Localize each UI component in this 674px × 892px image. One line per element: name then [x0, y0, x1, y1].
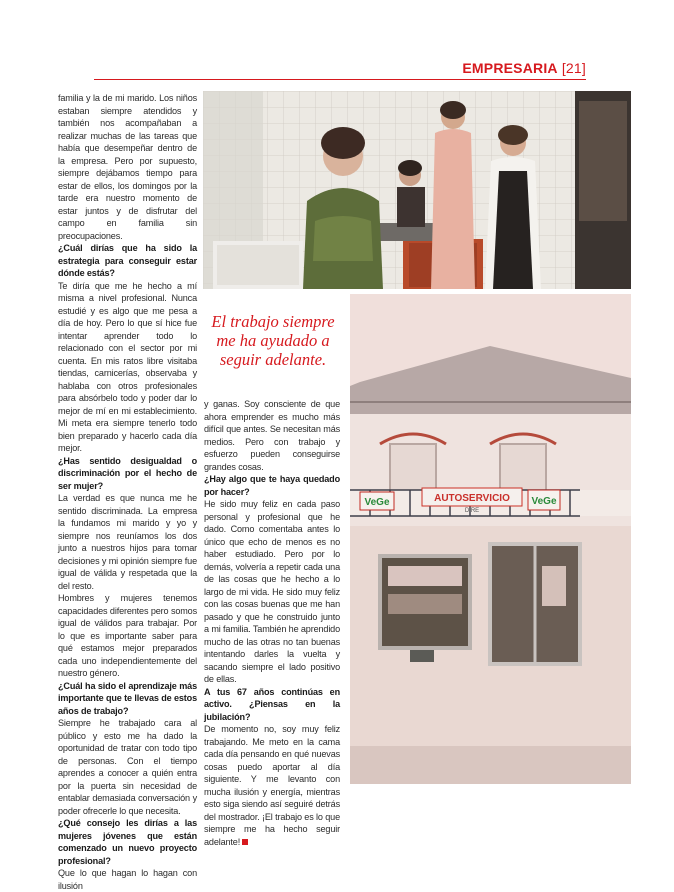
question: A tus 67 años continúas en activo. ¿Piensas en la jubilación? [204, 686, 340, 722]
family-shop-photo [203, 91, 631, 289]
question: ¿Has sentido desigualdad o discriminación por el hecho de ser mujer? [58, 455, 197, 491]
storefront-photo [350, 294, 631, 784]
section-name: EMPRESARIA [462, 60, 558, 76]
end-mark-icon [242, 839, 248, 845]
paragraph: Hombres y mujeres tenemos capacidades diferentes pero somos igual de válidos para trabajar. Por lo que es importante saber para qué estamos mejor preparados cada uno independientemente del nuestro género. [58, 593, 197, 678]
paragraph: Que lo que hagan lo hagan con ilusión [58, 868, 197, 891]
paragraph: La verdad es que nunca me he sentido discriminada. La empresa la fundamos mi marido y yo y siempre nos reuníamos los dos junto a nuestros hijos para tomar decisiones y mi opinión siempre fue igual de válida y respetada que la del resto. [58, 493, 197, 591]
page-number: 21 [565, 60, 582, 76]
closing-text: De momento no, soy muy feliz trabajando. Me meto en la cama cada día pensando en qué nuevas cosas puedo aportar al día siguiente. Y me levanto con mucha ilusión y energía, mientras esto siga siendo así seguiré detrás del mostrador. ¡El trabajo es lo que siempre me ha hecho seguir adelante! [204, 724, 340, 847]
paragraph: y ganas. Soy consciente de que ahora emprender es mucho más difícil que antes. Se necesitan más medios. Pero con trabajo y esfuerzo pueden conseguirse grandes cosas. [204, 399, 340, 472]
question: ¿Hay algo que te haya quedado por hacer? [204, 474, 340, 497]
pull-quote: El trabajo siempre me ha ayudado a seguir adelante. [211, 312, 335, 369]
paragraph [204, 723, 340, 848]
question: ¿Cuál ha sido el aprendizaje más importante que te llevas de estos años de trabajo? [58, 680, 197, 716]
paragraph: He sido muy feliz en cada paso personal y profesional que he dado. Como comentaba antes lo único que echo de menos es no haber estudiado. Pero por lo demás, volvería a repetir cada una de las cosas que he hecho a lo largo de mi vida. He sido muy feliz con las cosas buenas que me han pasado y que he construido junto a mi familia. También he aprendido mucho de las otras no tan buenas intentando darles la vuelta y sacando siempre el lado positivo de ellas. [204, 499, 340, 684]
header-rule [94, 79, 586, 80]
question: ¿Qué consejo les dirías a las mujeres jóvenes que están comenzado un nuevo proyecto profesional? [58, 818, 197, 866]
article-column-2 [204, 398, 340, 848]
sign-main-text: AUTOSERVICIO [434, 493, 510, 504]
sign-left-text: VeGe [364, 497, 390, 508]
page-header [94, 58, 586, 80]
family-shop-illustration [203, 91, 631, 289]
bracket-close: ] [581, 60, 586, 76]
paragraph: familia y la de mi marido. Los niños estaban siempre atendidos y también nos acompañaban a realizar muchas de las tareas que había que desempeñar dentro de la empresa. Pero por supuesto, siempre dejábamos tiempo para estar de ellos, los domingos por la tarde era nuestro momento de estar juntos y de disfrutar del campo en familia sin preocupaciones. [58, 93, 197, 241]
sign-sub-text: DIRE [464, 508, 480, 514]
article-column-1 [58, 92, 197, 892]
bracket-open: [ [557, 60, 566, 76]
sign-right-text: VeGe [531, 496, 557, 507]
paragraph: Siempre he trabajado cara al público y esto me ha dado la oportunidad de tratar con todo tipo de personas. Con el tiempo aprendes a conocer a quién entra por la puerta sin necesidad de entablar demasiada conversación y poder ofrecerle lo que necesita. [58, 718, 197, 816]
question: ¿Cuál dirías que ha sido la estrategia para conseguir estar dónde estás? [58, 243, 197, 278]
header-title [462, 60, 586, 76]
storefront-illustration [350, 294, 631, 784]
paragraph: Te diría que me he hecho a mí misma a nivel profesional. Nunca estudié y es algo que me pesa a día de hoy. Pero lo que sí hice fue intentar aprender todo lo relacionado con el sector por mi cuenta. En mis ratos libre visitaba tiendas, carnicerías, observaba y hablaba con otros profesionales para absórbelo todo y poder dar lo mejor de mí en mi establecimiento. Mi meta era siempre tenerlo todo bien preparado y hacerlo cada día mejor. [58, 280, 197, 453]
